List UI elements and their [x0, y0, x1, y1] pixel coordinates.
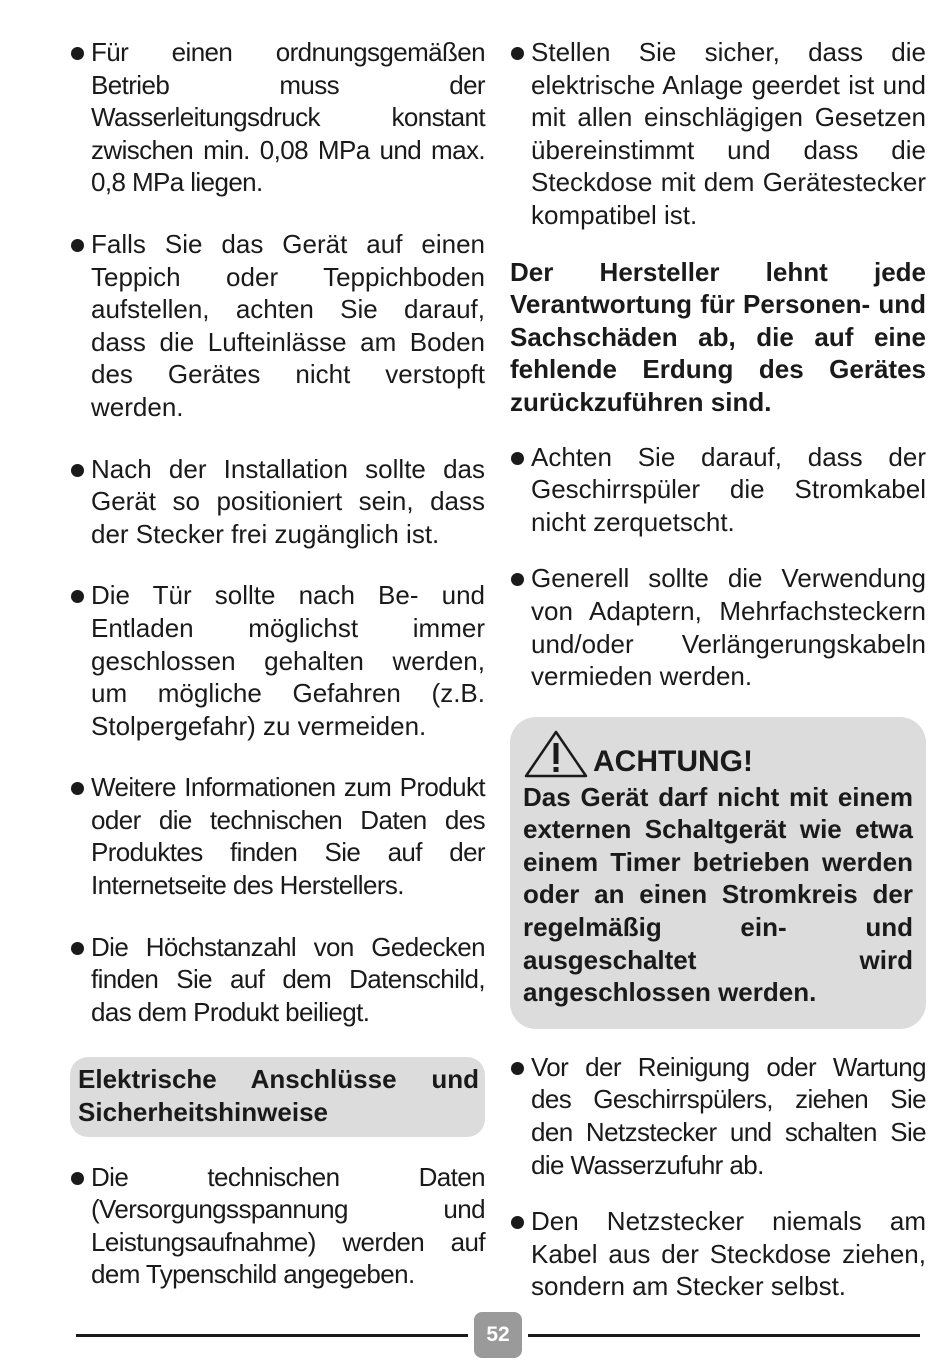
- warning-triangle-icon: [523, 729, 589, 779]
- bullet-carpet-installation: Falls Sie das Gerät auf einen Teppich oder Teppichboden aufstellen, achten Sie darauf, dass die Lufteinlässe am Boden des Gerätes nicht verstopft werden.: [70, 228, 485, 424]
- footer-rule-right: [528, 1334, 920, 1337]
- footer-rule-left: [76, 1334, 468, 1337]
- bullet-unplug: Den Netzstecker niemals am Kabel aus der Steckdose ziehen, sondern am Stecker selbst.: [510, 1205, 926, 1303]
- right-column: [510, 36, 926, 1327]
- left-column: [70, 36, 485, 1320]
- bullet-adapters: Generell sollte die Verwendung von Adaptern, Mehrfachsteckern und/oder Verlängerungskabeln vermieden werden.: [510, 562, 926, 692]
- section-heading-electrical: Elektrische Anschlüsse und Sicherheitshinweise: [70, 1057, 485, 1136]
- bullet-cleaning: Vor der Reinigung oder Wartung des Geschirrspülers, ziehen Sie den Netzstecker und schalten Sie die Wasserzufuhr ab.: [510, 1051, 926, 1181]
- bullet-grounding: Stellen Sie sicher, dass die elektrische Anlage geerdet ist und mit allen einschlägigen Gesetzen übereinstimmt und dass die Steckdose mit dem Gerätestecker kompatibel ist.: [510, 36, 926, 232]
- bullet-power-cables: Achten Sie darauf, dass der Geschirrspüler die Stromkabel nicht zerquetscht.: [510, 441, 926, 539]
- bullet-door-closed: Die Tür sollte nach Be- und Entladen möglichst immer geschlossen gehalten werden, um mögliche Gefahren (z.B. Stolpergefahr) zu vermeiden.: [70, 579, 485, 742]
- bullet-water-pressure: Für einen ordnungsgemäßen Betrieb muss der Wasserleitungsdruck konstant zwischen min. 0,08 MPa und max. 0,8 MPa liegen.: [70, 36, 485, 199]
- bullet-more-information: Weitere Informationen zum Produkt oder die technischen Daten des Produktes finden Sie auf der Internetseite des Herstellers.: [70, 771, 485, 901]
- warning-box: [510, 717, 926, 1029]
- warning-text: Das Gerät darf nicht mit einem externen Schaltgerät wie etwa einem Timer betrieben werden oder an einen Stromkreis der regelmäßig ein- und ausgeschaltet wird angeschlossen werden.: [523, 781, 913, 1008]
- warning-title: ACHTUNG!: [593, 744, 753, 778]
- bullet-place-settings: Die Höchstanzahl von Gedecken finden Sie auf dem Datenschild, das dem Produkt beiliegt.: [70, 931, 485, 1029]
- manufacturer-liability-notice: Der Hersteller lehnt jede Verantwortung für Personen- und Sachschäden ab, die auf eine fehlende Erdung des Gerätes zurückzuführen sind.: [510, 256, 926, 417]
- page-footer: [0, 1312, 950, 1360]
- page-number: 52: [474, 1312, 522, 1358]
- bullet-technical-data: Die technischen Daten (Versorgungsspannung und Leistungsaufnahme) werden auf dem Typenschild angegeben.: [70, 1161, 485, 1291]
- bullet-plug-accessible: Nach der Installation sollte das Gerät so positioniert sein, dass der Stecker frei zugänglich ist.: [70, 453, 485, 551]
- warning-header: [523, 725, 913, 779]
